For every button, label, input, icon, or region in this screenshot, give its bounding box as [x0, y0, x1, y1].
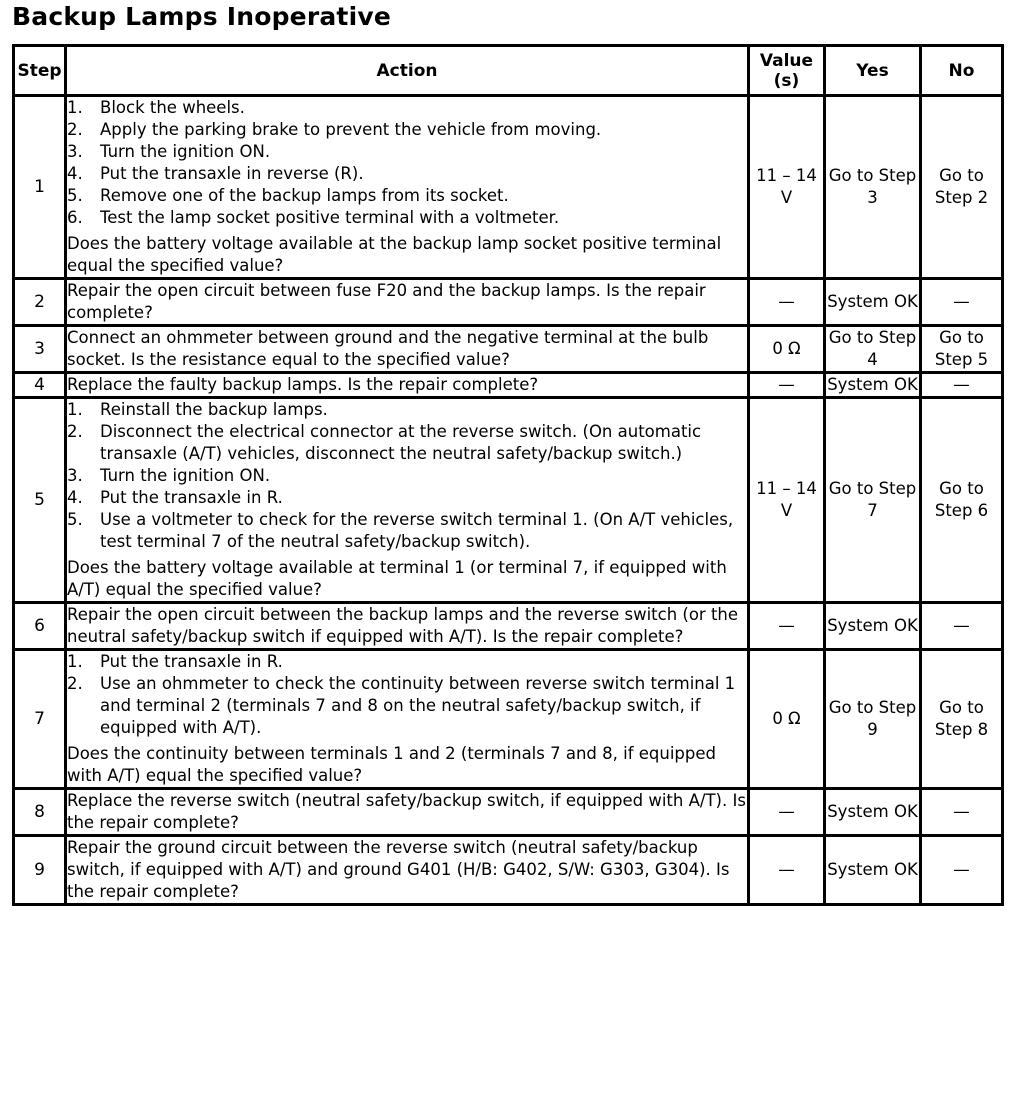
value-cell: —	[749, 279, 825, 326]
table-body	[14, 96, 1003, 905]
substep-text: Put the transaxle in reverse (R).	[100, 164, 364, 183]
no-cell: —	[921, 603, 1003, 650]
substep-list	[67, 97, 747, 229]
action-question: Replace the faulty backup lamps. Is the repair complete?	[67, 375, 539, 394]
action-question: Does the continuity between terminals 1 and 2 (terminals 7 and 8, if equipped with A/T) equal the specified value?	[67, 744, 717, 785]
action-cell	[66, 603, 749, 650]
substep-number: 3.	[67, 466, 83, 485]
yes-cell: Go to Step 7	[825, 398, 921, 603]
substep-item	[67, 399, 747, 421]
header-step: Step	[14, 46, 66, 96]
substep-text: Use a voltmeter to check for the reverse switch terminal 1. (On A/T vehicles, test terminal 7 of the neutral safety/backup switch).	[100, 510, 734, 551]
no-cell: —	[921, 279, 1003, 326]
step-number: 9	[14, 836, 66, 905]
action-cell	[66, 373, 749, 398]
table-row	[14, 398, 1003, 603]
substep-text: Put the transaxle in R.	[100, 652, 283, 671]
substep-item	[67, 207, 747, 229]
substep-list	[67, 399, 747, 553]
substep-number: 3.	[67, 142, 83, 161]
yes-cell: System OK	[825, 836, 921, 905]
step-number: 4	[14, 373, 66, 398]
value-cell: —	[749, 603, 825, 650]
substep-number: 5.	[67, 186, 83, 205]
value-cell: 11 – 14 V	[749, 398, 825, 603]
table-row	[14, 603, 1003, 650]
action-question: Does the battery voltage available at the backup lamp socket positive terminal equal the specified value?	[67, 234, 722, 275]
substep-number: 1.	[67, 652, 83, 671]
table-row	[14, 373, 1003, 398]
action-question: Repair the open circuit between fuse F20 and the backup lamps. Is the repair complete?	[67, 281, 706, 322]
substep-item	[67, 119, 747, 141]
action-question: Repair the open circuit between the backup lamps and the reverse switch (or the neutral safety/backup switch if equipped with A/T). Is the repair complete?	[67, 605, 739, 646]
substep-item	[67, 651, 747, 673]
step-number: 5	[14, 398, 66, 603]
substep-text: Apply the parking brake to prevent the vehicle from moving.	[100, 120, 602, 139]
substep-number: 2.	[67, 120, 83, 139]
table-row	[14, 326, 1003, 373]
action-cell	[66, 279, 749, 326]
no-cell: Go to Step 2	[921, 96, 1003, 279]
table-row	[14, 789, 1003, 836]
yes-cell: System OK	[825, 373, 921, 398]
action-question: Connect an ohmmeter between ground and the negative terminal at the bulb socket. Is the resistance equal to the specified value?	[67, 328, 709, 369]
yes-cell: System OK	[825, 603, 921, 650]
action-cell	[66, 96, 749, 279]
step-number: 3	[14, 326, 66, 373]
substep-number: 2.	[67, 422, 83, 441]
substep-number: 5.	[67, 510, 83, 529]
action-cell	[66, 789, 749, 836]
yes-cell: Go to Step 3	[825, 96, 921, 279]
header-value: Value (s)	[749, 46, 825, 96]
substep-item	[67, 185, 747, 207]
substep-number: 4.	[67, 164, 83, 183]
substep-text: Remove one of the backup lamps from its socket.	[100, 186, 509, 205]
substep-item	[67, 673, 747, 739]
yes-cell: System OK	[825, 279, 921, 326]
table-row	[14, 279, 1003, 326]
no-cell: —	[921, 836, 1003, 905]
table-header-row	[14, 46, 1003, 96]
substep-number: 4.	[67, 488, 83, 507]
step-number: 8	[14, 789, 66, 836]
substep-item	[67, 421, 747, 465]
value-cell: 11 – 14 V	[749, 96, 825, 279]
value-cell: 0 Ω	[749, 650, 825, 789]
header-action: Action	[66, 46, 749, 96]
substep-text: Turn the ignition ON.	[100, 466, 271, 485]
yes-cell: Go to Step 4	[825, 326, 921, 373]
table-row	[14, 650, 1003, 789]
action-cell	[66, 836, 749, 905]
value-cell: 0 Ω	[749, 326, 825, 373]
substep-text: Test the lamp socket positive terminal with a voltmeter.	[100, 208, 560, 227]
substep-item	[67, 487, 747, 509]
header-yes: Yes	[825, 46, 921, 96]
substep-item	[67, 97, 747, 119]
action-cell	[66, 326, 749, 373]
action-cell	[66, 398, 749, 603]
no-cell: —	[921, 789, 1003, 836]
substep-text: Disconnect the electrical connector at the reverse switch. (On automatic transaxle (A/T) vehicles, disconnect the neutral safety/backup switch.)	[100, 422, 702, 463]
action-cell	[66, 650, 749, 789]
substep-text: Block the wheels.	[100, 98, 245, 117]
value-cell: —	[749, 373, 825, 398]
substep-item	[67, 509, 747, 553]
yes-cell: Go to Step 9	[825, 650, 921, 789]
substep-list	[67, 651, 747, 739]
step-number: 2	[14, 279, 66, 326]
no-cell: —	[921, 373, 1003, 398]
action-question: Replace the reverse switch (neutral safety/backup switch, if equipped with A/T). Is the repair complete?	[67, 791, 746, 832]
no-cell: Go to Step 5	[921, 326, 1003, 373]
substep-number: 2.	[67, 674, 83, 693]
action-question: Does the battery voltage available at terminal 1 (or terminal 7, if equipped with A/T) equal the specified value?	[67, 558, 727, 599]
no-cell: Go to Step 6	[921, 398, 1003, 603]
table-row	[14, 836, 1003, 905]
substep-number: 6.	[67, 208, 83, 227]
value-cell: —	[749, 836, 825, 905]
substep-text: Turn the ignition ON.	[100, 142, 271, 161]
page-title: Backup Lamps Inoperative	[12, 2, 391, 31]
diagnostic-table	[12, 44, 1004, 906]
step-number: 1	[14, 96, 66, 279]
substep-number: 1.	[67, 98, 83, 117]
no-cell: Go to Step 8	[921, 650, 1003, 789]
substep-item	[67, 141, 747, 163]
step-number: 6	[14, 603, 66, 650]
substep-item	[67, 163, 747, 185]
action-question: Repair the ground circuit between the reverse switch (neutral safety/backup switch, if equipped with A/T) and ground G401 (H/B: G402, S/W: G303, G304). Is the repair complete?	[67, 838, 730, 901]
substep-text: Use an ohmmeter to check the continuity between reverse switch terminal 1 and terminal 2 (terminals 7 and 8 on the neutral safety/backup switch, if equipped with A/T).	[100, 674, 736, 737]
step-number: 7	[14, 650, 66, 789]
yes-cell: System OK	[825, 789, 921, 836]
value-cell: —	[749, 789, 825, 836]
substep-number: 1.	[67, 400, 83, 419]
header-no: No	[921, 46, 1003, 96]
table-row	[14, 96, 1003, 279]
substep-item	[67, 465, 747, 487]
substep-text: Reinstall the backup lamps.	[100, 400, 328, 419]
substep-text: Put the transaxle in R.	[100, 488, 283, 507]
